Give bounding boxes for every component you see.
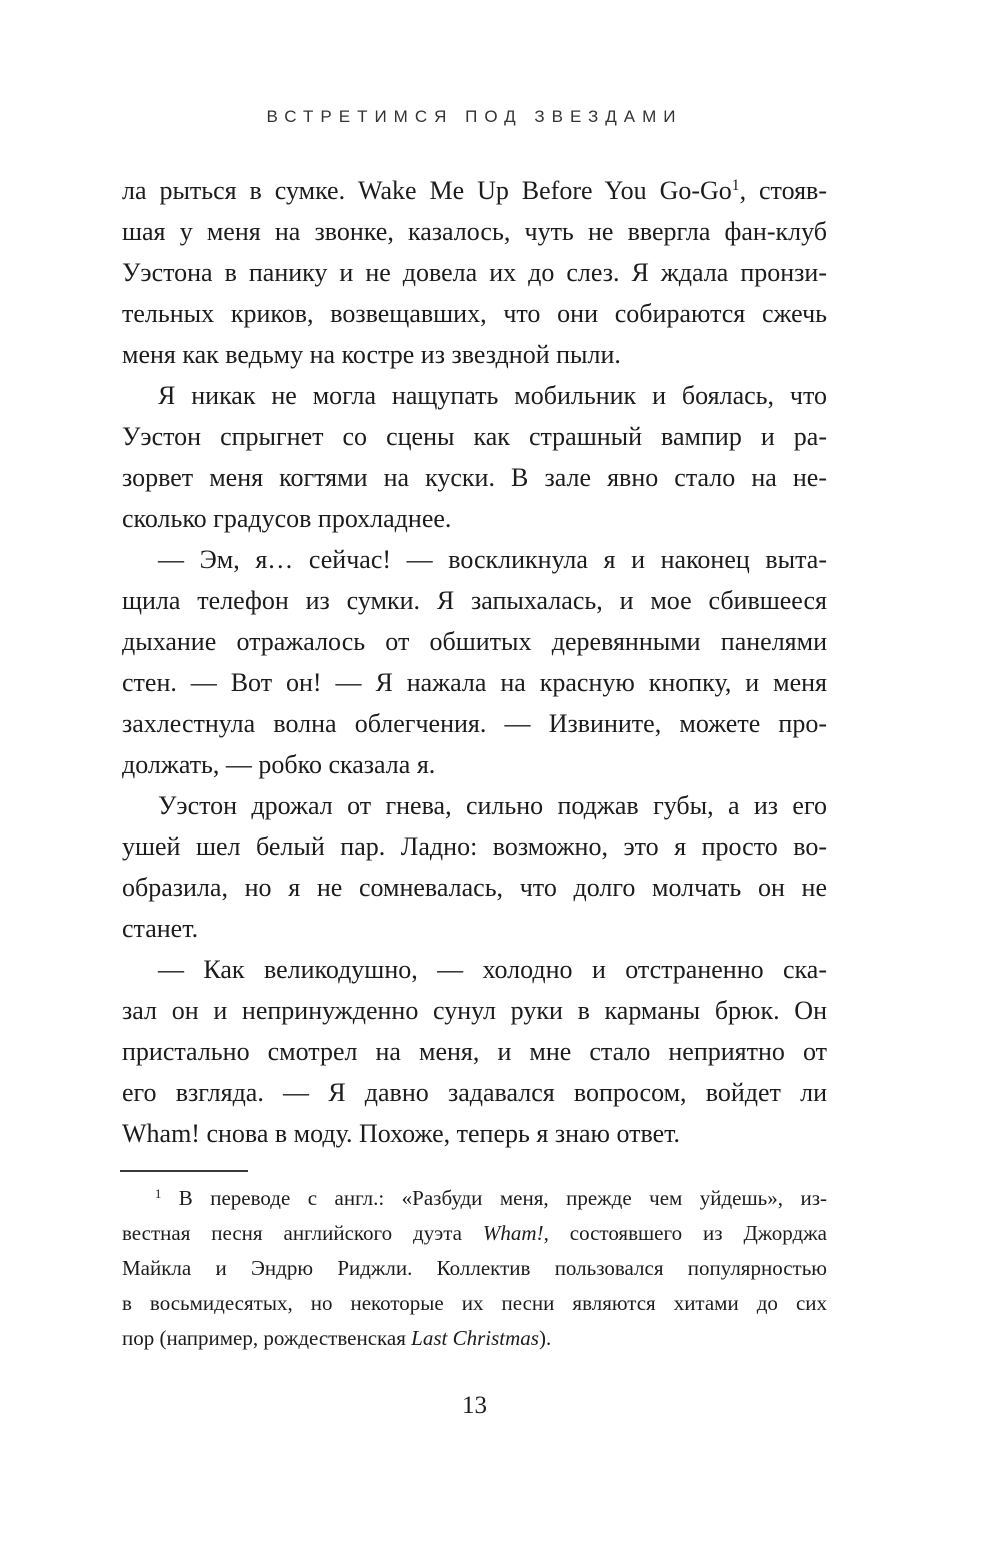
text-line: Майкла и Эндрю Риджли. Коллектив пользовался популярностью <box>122 1256 827 1280</box>
text-line: сколько градусов прохладнее. <box>122 504 452 533</box>
text-line: вестная песня английского дуэта Wham!, состоявшего из Джорджа <box>122 1221 828 1245</box>
text-line: должать, — робко сказала я. <box>122 750 436 779</box>
running-header: ВСТРЕТИМСЯ ПОД ЗВЕЗДАМИ <box>266 107 683 126</box>
paragraph <box>122 539 827 785</box>
text-line: захлестнула волна облегчения. — Извините, можете про- <box>122 709 827 738</box>
text-line: его взгляда. — Я давно задавался вопросом, войдет ли <box>122 1078 827 1107</box>
text-line: тельных криков, возвещавших, что они собираются сжечь <box>122 299 827 328</box>
text-line: — Как великодушно, — холодно и отстраненно ска- <box>158 955 827 984</box>
text-line: Wham! снова в моду. Похоже, теперь я знаю ответ. <box>122 1119 681 1148</box>
text-line: зорвет меня когтями на куски. В зале явно стало на не- <box>122 463 827 492</box>
text-line: зал он и непринужденно сунул руки в карманы брюк. Он <box>122 996 827 1025</box>
paragraph <box>122 170 827 375</box>
text-line: стен. — Вот он! — Я нажала на красную кнопку, и меня <box>122 668 827 697</box>
text-line: Уэстон дрожал от гнева, сильно поджав губы, а из его <box>158 791 827 820</box>
text-line: ушей шел белый пар. Ладно: возможно, это я просто во- <box>122 832 827 861</box>
text-line: меня как ведьму на костре из звездной пыли. <box>122 340 621 369</box>
text-line: станет. <box>122 914 199 943</box>
text-line: образила, но я не сомневалась, что долго молчать он не <box>122 873 827 902</box>
paragraph <box>122 785 827 949</box>
text-line: Уэстон спрыгнет со сцены как страшный вампир и ра- <box>122 422 827 451</box>
text-line: пор (например, рождественская Last Christmas). <box>122 1326 552 1350</box>
footnote-marker: 1 <box>731 177 740 195</box>
text-line: — Эм, я… сейчас! — воскликнула я и наконец выта- <box>158 545 827 574</box>
text-line: дыхание отражалось от обшитых деревянными панелями <box>122 627 827 656</box>
footnote-marker: 1 <box>155 1187 162 1202</box>
text-line: пристально смотрел на меня, и мне стало неприятно от <box>122 1037 827 1066</box>
text-line: ла рыться в сумке. Wake Me Up Before You Go-Go$^1$, стояв- <box>122 176 827 205</box>
paragraph <box>122 375 827 539</box>
footnote <box>122 1181 827 1356</box>
body-text <box>122 170 827 1154</box>
text-line: $^1$ В переводе с англ.: «Разбуди меня, прежде чем уйдешь», из- <box>155 1186 827 1210</box>
text-line: шая у меня на звонке, казалось, чуть не ввергла фан-клуб <box>122 217 827 246</box>
text-line: в восьмидесятых, но некоторые их песни являются хитами до сих <box>122 1291 827 1315</box>
paragraph <box>122 949 827 1154</box>
italic-text: Last Christmas <box>411 1326 539 1350</box>
footnote-divider <box>120 1170 248 1172</box>
page-number: 13 <box>462 1392 487 1419</box>
italic-text: Wham! <box>482 1221 544 1245</box>
text-line: щила телефон из сумки. Я запыхалась, и мое сбившееся <box>122 586 827 615</box>
text-line: Уэстона в панику и не довела их до слез. Я ждала пронзи- <box>122 258 827 287</box>
text-line: Я никак не могла нащупать мобильник и боялась, что <box>158 381 827 410</box>
